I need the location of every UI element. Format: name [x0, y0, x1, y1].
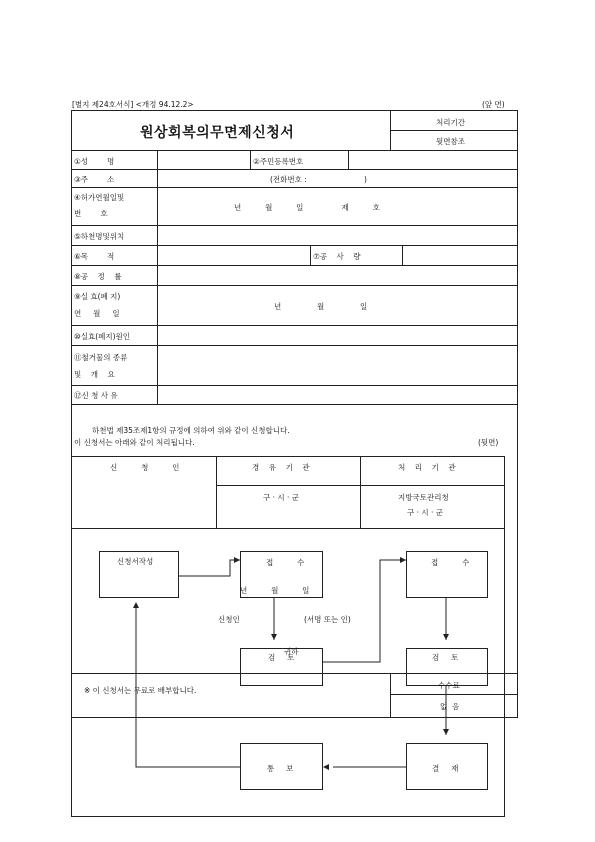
- flow-applicant-sign: 신청인: [218, 615, 240, 624]
- field-permit-label-1: ④허가연월일및: [74, 193, 125, 202]
- field-purpose-label: ⑥목 적: [74, 252, 115, 261]
- process-note: 이 신청서는 아래와 같이 처리됩니다.: [74, 438, 195, 447]
- flow-receive-proc-label: 접 수: [431, 558, 470, 567]
- via-org: 구 · 시 · 군: [263, 493, 300, 502]
- free-distribution-note: ※ 이 신청서는 무료로 배부합니다.: [84, 686, 197, 695]
- page-side: (앞 면): [482, 100, 505, 109]
- form-number: [별지 제24호서식] <개정 94.12.2>: [72, 100, 194, 109]
- field-removal-label-1: ⑪철거물의 종류: [74, 353, 128, 362]
- flow-write-label: 신청서작성: [117, 557, 154, 566]
- flow-receive-via-label: 접 수: [266, 558, 305, 567]
- fee-label: 수수료: [438, 681, 460, 690]
- flow-notify-label: 통 보: [267, 764, 294, 773]
- flow-col-applicant: 신 청 인: [110, 463, 180, 472]
- field-permit-label-2: 번 호: [74, 209, 108, 218]
- expiry-date-value: 년 월 일: [274, 302, 368, 311]
- footer-divider: [390, 673, 391, 718]
- flow-col-via: 경 유 기 관: [252, 463, 310, 472]
- permit-date-value: 년 월 일 제 호: [234, 203, 380, 212]
- fee-value: 없 음: [440, 702, 460, 711]
- processing-period-value: 뒷면참조: [436, 137, 465, 146]
- field-expiry-reason-label: ⑩실효(폐지)원인: [74, 332, 131, 341]
- proc-org-line1: 지방국토관리청: [398, 493, 449, 502]
- processing-period-label: 처리기간: [436, 118, 465, 127]
- field-progress-label: ⑧공 정 률: [74, 272, 122, 281]
- flow-date-line: 년 월 일: [240, 586, 310, 595]
- field-expiry-label-2: 연 월 일: [74, 309, 120, 318]
- flow-sign-note: (서명 또는 인): [304, 615, 351, 624]
- statement-text: 하천법 제35조제1항의 규정에 의하여 위와 같이 신청합니다.: [92, 426, 290, 435]
- flow-review-via-label: 검 토: [268, 653, 295, 662]
- field-expiry-label-1: ⑨실 효(폐 지): [74, 292, 121, 301]
- fee-divider: [390, 694, 517, 695]
- field-construction-amount-label: ⑦공 사 량: [313, 252, 361, 261]
- field-removal-label-2: 및 개 요: [74, 370, 115, 379]
- field-name-label: ①성 명: [74, 157, 115, 166]
- form-title: 원상회복의무면제신청서: [140, 125, 295, 141]
- footer-top-line: [71, 673, 518, 674]
- field-river-location-label: ⑤하천명및위치: [74, 232, 125, 241]
- phone-number-label: (전화번호 : ): [270, 175, 367, 184]
- field-address-label: ③주 소: [74, 175, 115, 184]
- flow-approve-label: 결 재: [432, 764, 459, 773]
- flow-recipient: 귀하: [284, 647, 299, 656]
- proc-org-line2: 구 · 시 · 군: [407, 508, 444, 517]
- flow-col-processor: 처 리 기 관: [398, 463, 456, 472]
- flow-review-proc-label: 검 토: [432, 653, 459, 662]
- back-side-note: (뒷면): [478, 438, 499, 447]
- field-resident-no-label: ②주민등록번호: [253, 157, 304, 166]
- field-application-reason-label: ⑫신 청 사 유: [74, 391, 118, 400]
